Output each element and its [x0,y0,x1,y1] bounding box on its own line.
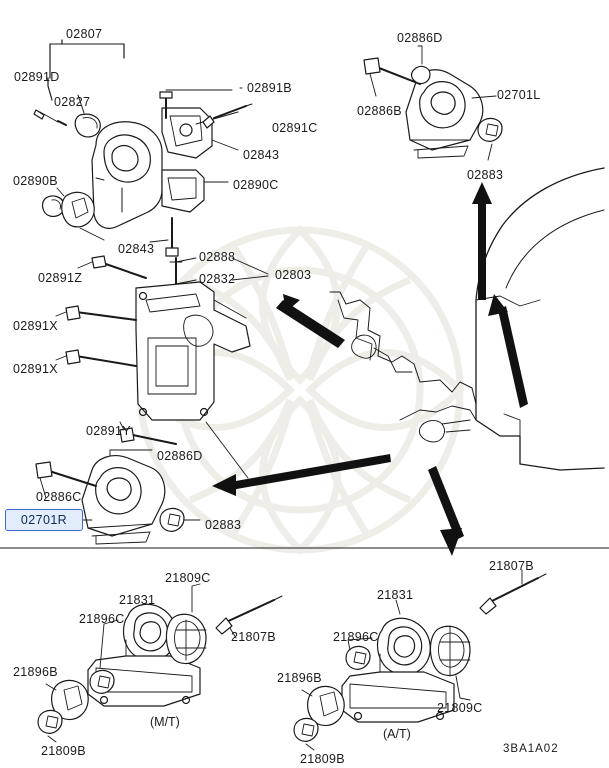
label-02827: 02827 [54,95,91,109]
label-21896C-mt: 21896C [79,612,125,626]
drawing-code: 3BA1A02 [503,743,559,755]
transmission-label-at: (A/T) [383,727,411,741]
label-21809B-at: 21809B [300,752,345,766]
label-02832: 02832 [199,272,236,286]
label-02890C: 02890C [233,178,279,192]
label-02891D: 02891D [14,70,60,84]
label-21831-at: 21831 [377,588,414,602]
label-02891B: 02891B [247,81,292,95]
label-02701L: 02701L [497,88,541,102]
label-21809C-at: 21809C [437,701,483,715]
label-02891C: 02891C [272,121,318,135]
label-21807B-at: 21807B [489,559,534,573]
label-02891Y: 02891Y [86,424,131,438]
label-02890B: 02890B [13,174,58,188]
label-02886B: 02886B [357,104,402,118]
label-02883-top: 02883 [467,168,504,182]
label-02886D-top: 02886D [397,31,443,45]
label-02883-low: 02883 [205,518,242,532]
label-02843-top: 02843 [243,148,280,162]
highlighted-part-02701R[interactable]: 02701R [5,509,83,531]
label-02886D-low: 02886D [157,449,203,463]
label-21807B-mt: 21807B [231,630,276,644]
label-02891Z: 02891Z [38,271,83,285]
label-02888: 02888 [199,250,236,264]
label-02843-mid: 02843 [118,242,155,256]
label-21896C-at: 21896C [333,630,379,644]
label-21809B-mt: 21809B [41,744,86,758]
label-02891X-1: 02891X [13,319,58,333]
label-21896B-at: 21896B [277,671,322,685]
label-02803: 02803 [275,268,312,282]
label-02891X-2: 02891X [13,362,58,376]
label-02886C: 02886C [36,490,82,504]
transmission-label-mt: (M/T) [150,715,180,729]
label-21896B-mt: 21896B [13,665,58,679]
label-21831-mt: 21831 [119,593,156,607]
label-02807: 02807 [66,27,103,41]
label-21809C-mt: 21809C [165,571,211,585]
